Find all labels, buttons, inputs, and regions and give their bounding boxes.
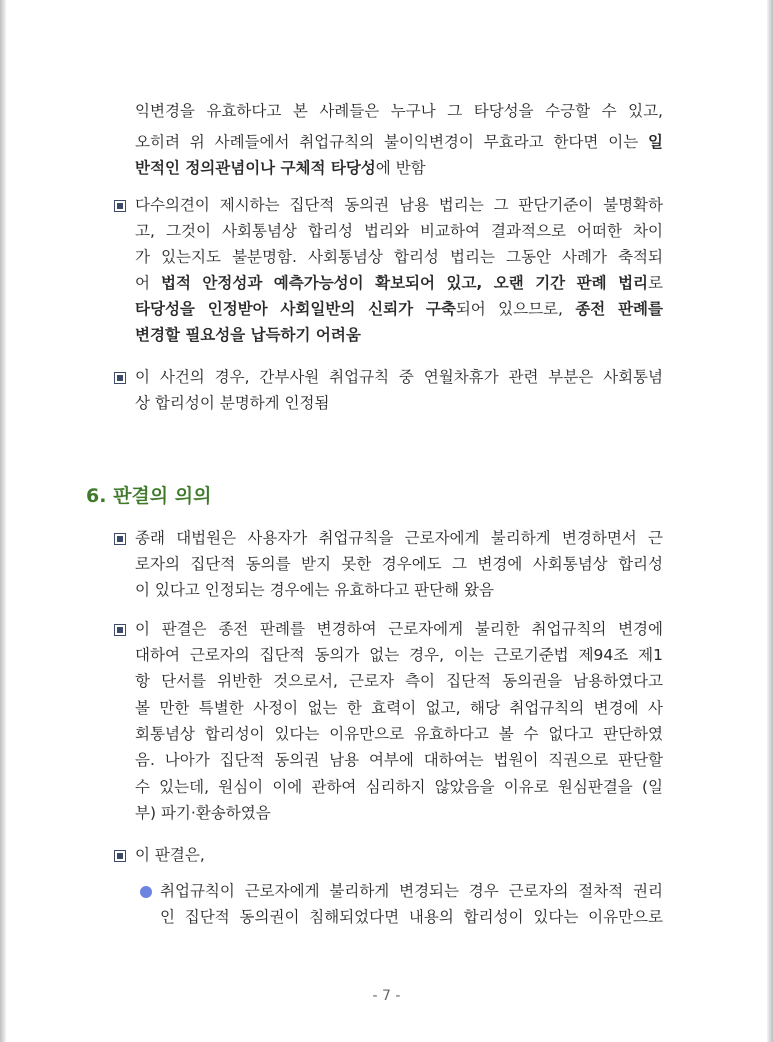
item1-line-5-bold-a: 타당성을 인정받아 사회일반의 신뢰가 구축	[135, 300, 456, 318]
item5-line-1: 이 판결은,	[135, 846, 205, 864]
item3-line-3: 이 있다고 인정되는 경우에는 유효하다고 판단해 왔음	[135, 581, 494, 599]
item1-line-4-c: 로	[648, 274, 663, 292]
section-title: 판결의 의의	[113, 485, 212, 507]
item1-line-4-bold: 법적 안정성과 예측가능성이 확보되어 있고, 오랜 기간 판례 법리	[160, 274, 649, 292]
square-bullet-icon	[114, 372, 126, 384]
item1-line-4	[135, 273, 663, 293]
item1-line-3: 가 있는지도 불분명함. 사회통념상 합리성 법리는 그동안 사례가 축적되	[135, 248, 663, 266]
item3-line-2: 로자의 집단적 동의를 받지 못한 경우에도 그 변경에 사회통념상 합리성	[135, 555, 663, 573]
intro-line-2	[135, 132, 663, 152]
intro-line-3	[135, 158, 426, 178]
square-bullet-icon	[114, 533, 126, 545]
intro-line-3-bold: 반적인 정의관념이나 구체적 타당성	[135, 159, 376, 177]
square-bullet-icon	[114, 850, 126, 862]
item4-line-3: 항 단서를 위반한 것으로서, 근로자 측이 집단적 동의권을 남용하였다고	[135, 672, 663, 690]
item4-line-6: 음. 나아가 집단적 동의권 남용 여부에 대하여는 법원이 직권으로 판단할	[135, 751, 663, 769]
section-number: 6.	[86, 485, 107, 507]
intro-line-2-text: 오히려 위 사례들에서 취업규칙의 불이익변경이 무효라고 한다면 이는	[135, 133, 649, 151]
item4-line-8: 부) 파기·환송하였음	[135, 804, 271, 822]
item2-line-1: 이 사건의 경우, 간부사원 취업규칙 중 연월차휴가 관련 부분은 사회통념	[135, 368, 663, 386]
item4-line-2: 대하여 근로자의 집단적 동의가 없는 경우, 이는 근로기준법 제94조 제1	[135, 646, 663, 664]
item4-line-5: 회통념상 합리성이 있다는 이유만으로 유효하다고 볼 수 없다고 판단하였	[135, 725, 663, 743]
item4-line-4: 볼 만한 특별한 사정이 없는 한 효력이 없고, 해당 취업규칙의 변경에 사	[135, 699, 663, 717]
item3-line-1: 종래 대법원은 사용자가 취업규칙을 근로자에게 불리하게 변경하면서 근	[135, 529, 663, 547]
item1-line-5	[135, 299, 663, 319]
item2-line-2: 상 합리성이 분명하게 인정됨	[135, 394, 330, 412]
item1-line-6: 변경할 필요성을 납득하기 어려움	[135, 326, 361, 344]
item1-line-5-bold-c: 종전 판례를	[575, 300, 664, 318]
item1-line-1: 다수의견이 제시하는 집단적 동의권 남용 법리는 그 판단기준이 불명확하	[135, 196, 663, 214]
intro-line-3-tail: 에 반함	[375, 159, 426, 177]
section-heading	[86, 481, 211, 508]
sub1-line-2: 인 집단적 동의권이 침해되었다면 내용의 합리성이 있다는 이유만으로	[160, 908, 663, 926]
circle-bullet-icon	[140, 886, 152, 898]
sub1-line-1: 취업규칙이 근로자에게 불리하게 변경되는 경우 근로자의 절차적 권리	[160, 882, 663, 900]
item1-line-5-mid: 되어 있으므로,	[455, 300, 576, 318]
intro-line-2-bold: 일	[648, 133, 663, 151]
page-edge-left	[0, 0, 6, 1042]
item1-line-4-a: 어	[135, 274, 161, 292]
intro-line-1: 익변경을 유효하다고 본 사례들은 누구나 그 타당성을 수긍할 수 있고,	[135, 102, 663, 120]
page-edge-right	[767, 0, 773, 1042]
item1-line-2: 고, 그것이 사회통념상 합리성 법리와 비교하여 결과적으로 어떠한 차이	[135, 222, 663, 240]
page-number: - 7 -	[372, 988, 401, 1004]
square-bullet-icon	[114, 200, 126, 212]
item4-line-7: 수 있는데, 원심이 이에 관하여 심리하지 않았음을 이유로 원심판결을 (일	[135, 778, 663, 796]
item4-line-1: 이 판결은 종전 판례를 변경하여 근로자에게 불리한 취업규칙의 변경에	[135, 620, 663, 638]
square-bullet-icon	[114, 624, 126, 636]
